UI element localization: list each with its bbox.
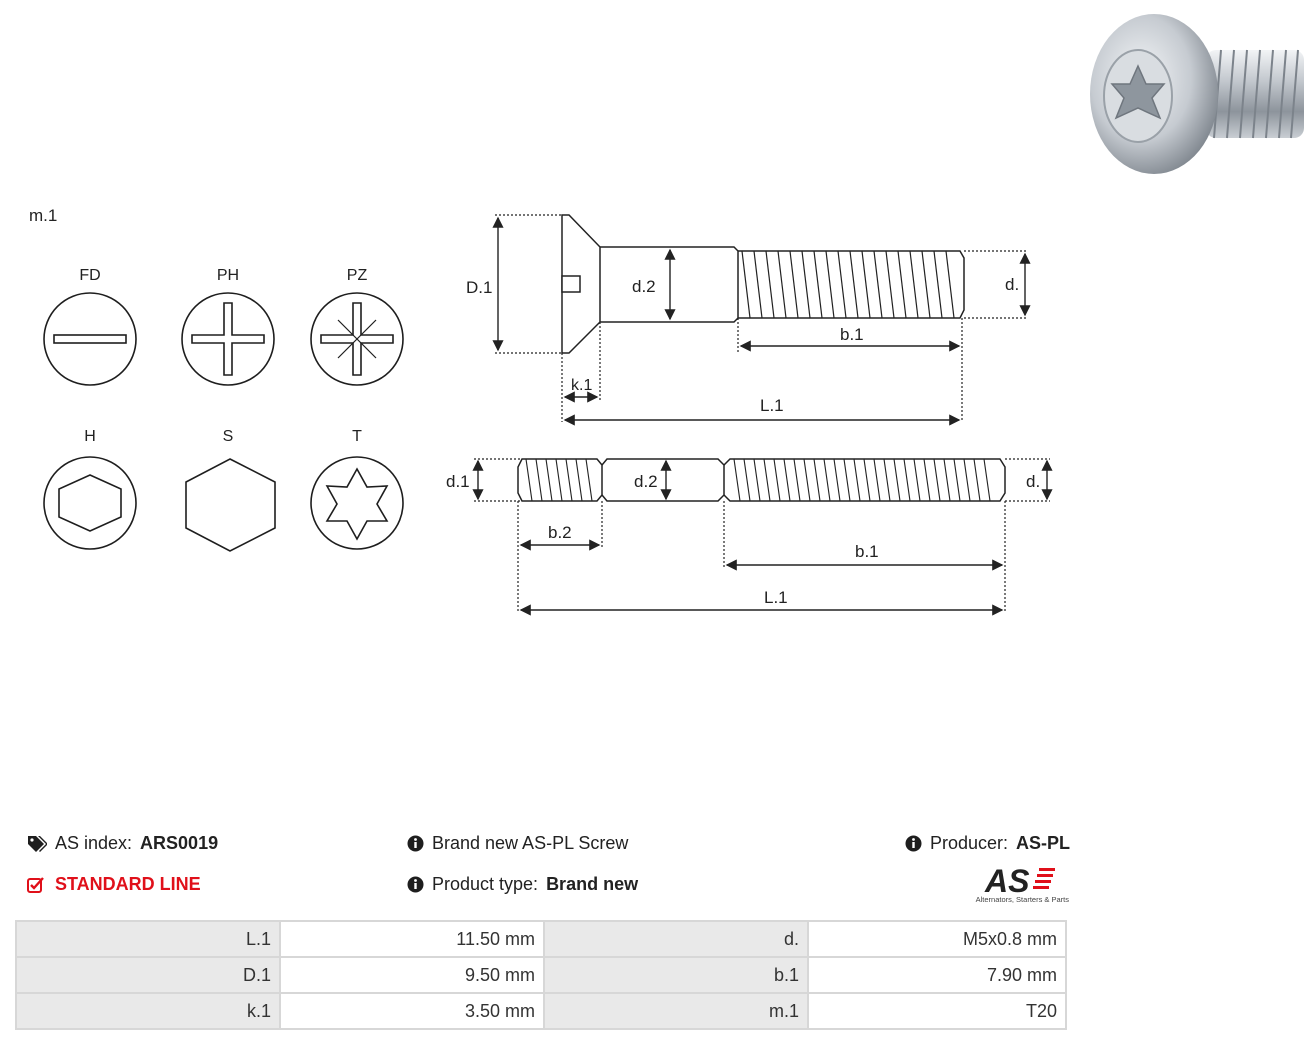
spec-label: m.1 [544, 993, 808, 1029]
as-index-value: ARS0019 [140, 833, 219, 853]
drive-types-label: m.1 [29, 206, 58, 225]
description [407, 833, 628, 854]
dim-d2: d.2 [632, 277, 656, 296]
check-square-icon [27, 876, 47, 894]
product-type-label: Product type: [432, 874, 539, 894]
table-row [16, 993, 1066, 1029]
product-line [27, 874, 201, 895]
dim-b1: b.1 [840, 325, 864, 344]
dim-d: d. [1026, 472, 1041, 491]
dim-b2: b.2 [548, 523, 572, 542]
table-row [16, 957, 1066, 993]
as-index-label: AS index: [55, 833, 133, 853]
dim-d2: d.2 [634, 472, 658, 491]
logo-tagline: Alternators, Starters & Parts [975, 895, 1069, 904]
spec-label: b.1 [544, 957, 808, 993]
specs-table [15, 920, 1067, 1030]
table-row [16, 921, 1066, 957]
spec-label: d. [544, 921, 808, 957]
producer-label: Producer: [930, 833, 1009, 853]
drive-code-fd: FD [79, 267, 101, 284]
spec-value: T20 [808, 993, 1066, 1029]
svg-text:AS: AS [985, 863, 1030, 896]
drive-code-pz: PZ [346, 267, 368, 284]
dim-L1: L.1 [760, 396, 784, 415]
drive-code-t: T [352, 428, 362, 445]
producer [905, 833, 1070, 854]
dim-d1: d.1 [446, 472, 470, 491]
dim-b1: b.1 [855, 542, 879, 561]
drive-code-h: H [84, 428, 96, 445]
spec-label: L.1 [16, 921, 280, 957]
stud-diagram [440, 445, 1060, 620]
product-type [407, 874, 638, 895]
tags-icon [27, 835, 47, 853]
hex-head-icon [186, 459, 275, 551]
product-type-value: Brand new [546, 874, 639, 894]
spec-value: M5x0.8 mm [808, 921, 1066, 957]
dim-L1: L.1 [764, 588, 788, 607]
torx-icon [311, 457, 403, 549]
product-line-label: STANDARD LINE [55, 874, 201, 894]
drive-types-grid [30, 255, 420, 565]
dim-D1: D.1 [466, 278, 493, 297]
as-logo-icon [965, 862, 1069, 896]
spec-value: 3.50 mm [280, 993, 544, 1029]
spec-value: 7.90 mm [808, 957, 1066, 993]
product-photo [1086, 10, 1308, 175]
dim-d: d. [1005, 275, 1020, 294]
producer-logo [965, 862, 1069, 908]
info-icon [905, 835, 922, 852]
drive-code-s: S [222, 428, 234, 445]
producer-value: AS-PL [1016, 833, 1071, 853]
as-index [27, 833, 218, 854]
spec-value: 11.50 mm [280, 921, 544, 957]
info-icon [407, 876, 424, 893]
info-icon [407, 835, 424, 852]
dim-k1: k.1 [571, 377, 593, 394]
spec-label: D.1 [16, 957, 280, 993]
description-text: Brand new AS-PL Screw [432, 833, 629, 853]
hex-socket-icon [44, 457, 136, 549]
spec-label: k.1 [16, 993, 280, 1029]
drive-code-ph: PH [216, 267, 240, 284]
screw-diagram [440, 200, 1060, 430]
spec-value: 9.50 mm [280, 957, 544, 993]
